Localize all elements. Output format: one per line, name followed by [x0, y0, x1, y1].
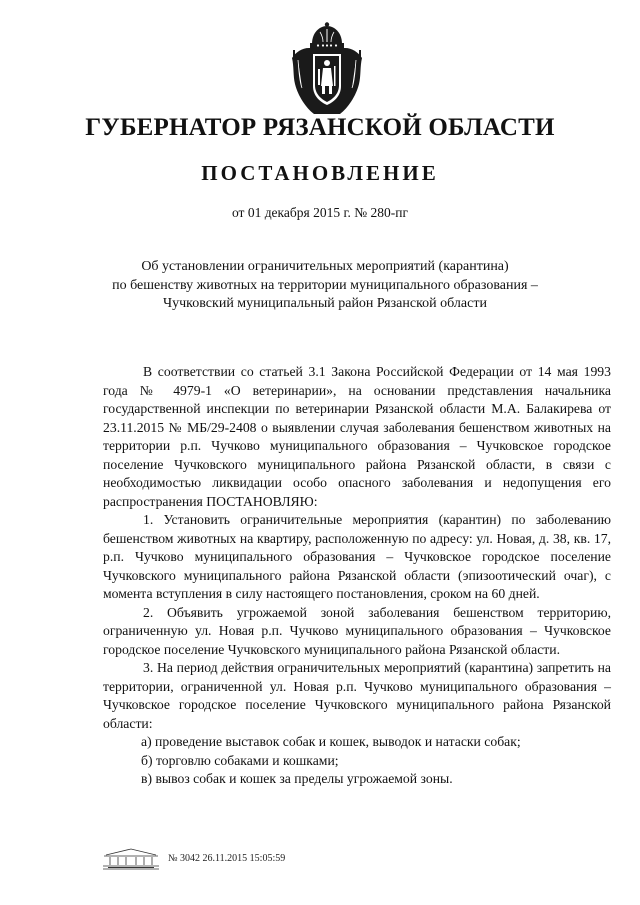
subject-line: по бешенству животных на территории муниципального образования –	[112, 277, 538, 293]
registration-footer	[100, 846, 420, 872]
document-number-date: от 01 декабря 2015 г. № 280-пг	[231, 205, 409, 220]
subject-line: Об установлении ограничительных мероприятий (карантина)	[141, 259, 509, 274]
issuing-authority: ГУБЕРНАТОР РЯЗАНСКОЙ ОБЛАСТИ	[85, 114, 555, 141]
document-type: ПОСТАНОВЛЕНИЕ	[201, 161, 439, 185]
clause-3-subitem-c: в) вывоз собак и кошек за пределы угрожаемой зоны.	[141, 771, 453, 786]
clause-1: 1. Установить ограничительные мероприятия (карантин) по заболеванию бешенством животных на квартиру, расположенную по адресу: ул. Новая, д. 38, кв. 17, р.п. Чучково муниципального образования – Чучковское городское поселение Чучковского муниципального района Рязанской области (эпизоотический очаг), с момента вступления в силу настоящего постановления, сроком на 60 дней.	[103, 512, 611, 601]
clause-2: 2. Объявить угрожаемой зоной заболевания бешенством территорию, ограниченную ул. Новая р.п. Чучково муниципального образования – Чучковское городское поселение Чучковского муниципального района Рязанской области.	[103, 604, 611, 657]
government-building-icon	[100, 846, 162, 872]
preamble-paragraph: В соответствии со статьей 3.1 Закона Российской Федерации от 14 мая 1993 года № 4979-1 «О ветеринарии», на основании представления начальника государственной инспекции по ветеринарии Рязанской области М.А. Балакирева от 23.11.2015 № МБ/29-2408 о выявлении случая заболевания бешенством животных на территории р.п. Чучково муниципального образования – Чучковское городское поселение Чучковского муниципального района Рязанской области, в связи с необходимостью ликвидации особо опасного заболевания и недопущения его распространения ПОСТАНОВЛЯЮ:	[103, 364, 611, 509]
subject-line: Чучковский муниципальный район Рязанской области	[163, 296, 487, 311]
registration-stamp-text: № 3042 26.11.2015 15:05:59	[168, 853, 286, 864]
clause-3-subitem-b: б) торговлю собаками и кошками;	[141, 752, 339, 768]
coat-of-arms-icon	[290, 22, 364, 118]
clause-3-subitem-a: а) проведение выставок собак и кошек, выводок и натаски собак;	[141, 734, 521, 749]
clause-3: 3. На период действия ограничительных мероприятий (карантина) запретить на территории, ограниченной ул. Новая р.п. Чучково муниципального образования – Чучковское городское поселение Чучковского муниципального района Рязанской области:	[103, 660, 611, 731]
document-subject	[60, 258, 590, 314]
document-body	[103, 363, 611, 789]
